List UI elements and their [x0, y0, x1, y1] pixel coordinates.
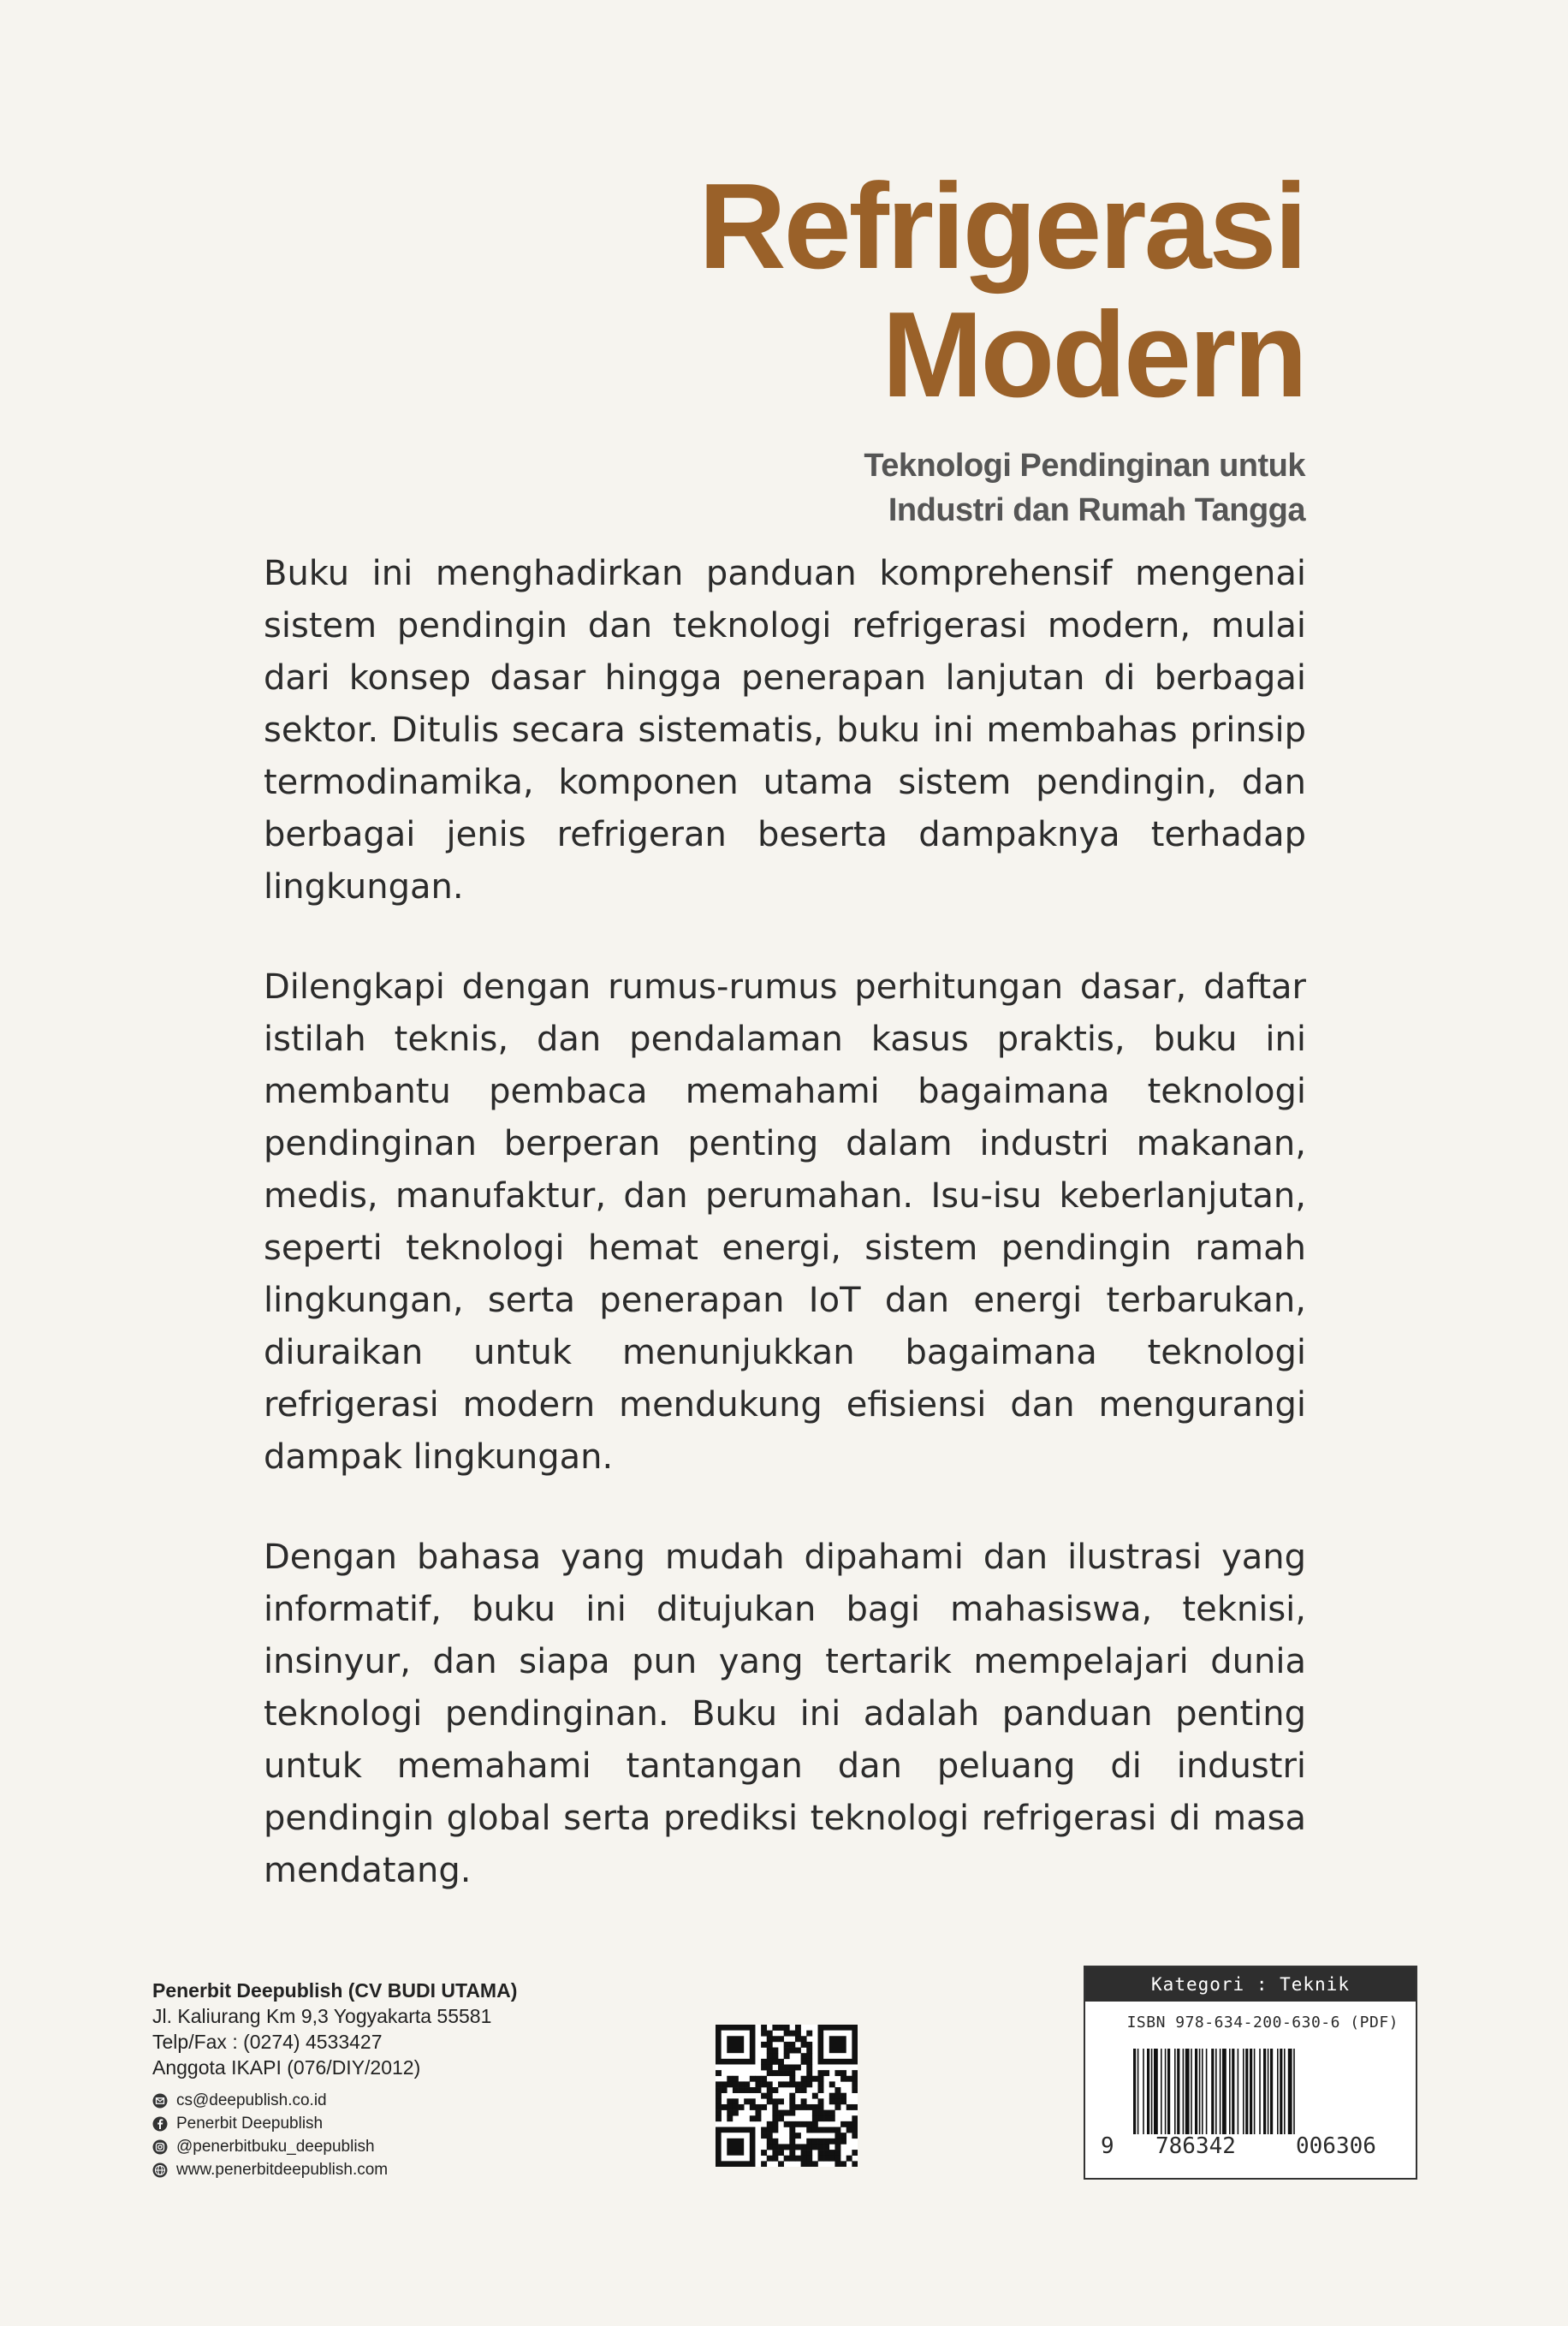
- book-subtitle-line-2: Industri dan Rumah Tangga: [888, 492, 1305, 528]
- blurb-paragraph-2: Dilengkapi dengan rumus-rumus perhitungan dasar, daftar istilah teknis, dan pendalaman kasus praktis, buku ini membantu pembaca memahami bagaimana teknologi pendinginan berperan penting dalam industri makanan, medis, manufaktur, dan perumahan. Isu-isu keberlanjutan, seperti teknologi hemat energi, sistem pendingin ramah lingkungan, serta penerapan IoT dan energi terbarukan, diuraikan untuk menunjukkan bagaimana teknologi refrigerasi modern mendukung efisiensi dan mengurangi dampak lingkungan.: [264, 967, 1306, 1477]
- contact-email: [152, 2089, 517, 2112]
- contact-instagram: [152, 2135, 517, 2158]
- barcode-digits-left: 786342: [1155, 2133, 1236, 2159]
- contact-website: [152, 2158, 517, 2181]
- publisher-address: Jl. Kaliurang Km 9,3 Yogyakarta 55581: [152, 2005, 492, 2027]
- title-block: [698, 158, 1305, 532]
- barcode-digit-first: 9: [1101, 2133, 1114, 2159]
- contact-list: [152, 2089, 517, 2181]
- contact-website-text: www.penerbitdeepublish.com: [176, 2161, 389, 2179]
- blurb-paragraph-3: Dengan bahasa yang mudah dipahami dan ilustrasi yang informatif, buku ini ditujukan bagi mahasiswa, teknisi, insinyur, dan siapa pun yang tertarik mempelajari dunia teknologi pendinginan. Buku ini adalah panduan penting untuk memahami tantangan dan peluang di industri pendingin global serta prediksi teknologi refrigerasi di masa mendatang.: [264, 1538, 1306, 1890]
- barcode-bars: [1133, 2049, 1378, 2134]
- barcode-digits: [1101, 2133, 1400, 2159]
- barcode-box: [1084, 1966, 1417, 2180]
- book-subtitle: [698, 443, 1305, 532]
- blurb-paragraph-1: Buku ini menghadirkan panduan komprehensif mengenai sistem pendingin dan teknologi refrigerasi modern, mulai dari konsep dasar hingga penerapan lanjutan di berbagai sektor. Ditulis secara sistematis, buku ini membahas prinsip termodinamika, komponen utama sistem pendingin, dan berbagai jenis refrigeran beserta dampaknya terhadap lingkungan.: [264, 554, 1306, 907]
- instagram-icon: [152, 2139, 168, 2155]
- category-label: Kategori : Teknik: [1085, 1967, 1416, 2002]
- publisher-member: Anggota IKAPI (076/DIY/2012): [152, 2056, 421, 2079]
- email-icon: [152, 2093, 168, 2109]
- contact-facebook: [152, 2112, 517, 2135]
- barcode-digits-right: 006306: [1296, 2133, 1376, 2159]
- qr-code: [716, 2025, 858, 2167]
- book-title-line-2: Modern: [882, 287, 1305, 423]
- contact-instagram-text: @penerbitbuku_deepublish: [176, 2138, 375, 2156]
- publisher-phone: Telp/Fax : (0274) 4533427: [152, 2031, 383, 2053]
- contact-facebook-text: Penerbit Deepublish: [176, 2115, 324, 2133]
- contact-email-text: cs@deepublish.co.id: [176, 2091, 327, 2109]
- publisher-name: Penerbit Deepublish (CV BUDI UTAMA): [152, 1979, 518, 2002]
- isbn-text: ISBN 978-634-200-630-6 (PDF): [1126, 2014, 1399, 2032]
- facebook-icon: [152, 2116, 168, 2132]
- book-subtitle-line-1: Teknologi Pendinginan untuk: [864, 448, 1305, 484]
- blurb: [264, 548, 1306, 1945]
- publisher-info: [152, 1978, 517, 2181]
- globe-icon: [152, 2162, 168, 2178]
- book-title-line-1: Refrigerasi: [698, 158, 1305, 294]
